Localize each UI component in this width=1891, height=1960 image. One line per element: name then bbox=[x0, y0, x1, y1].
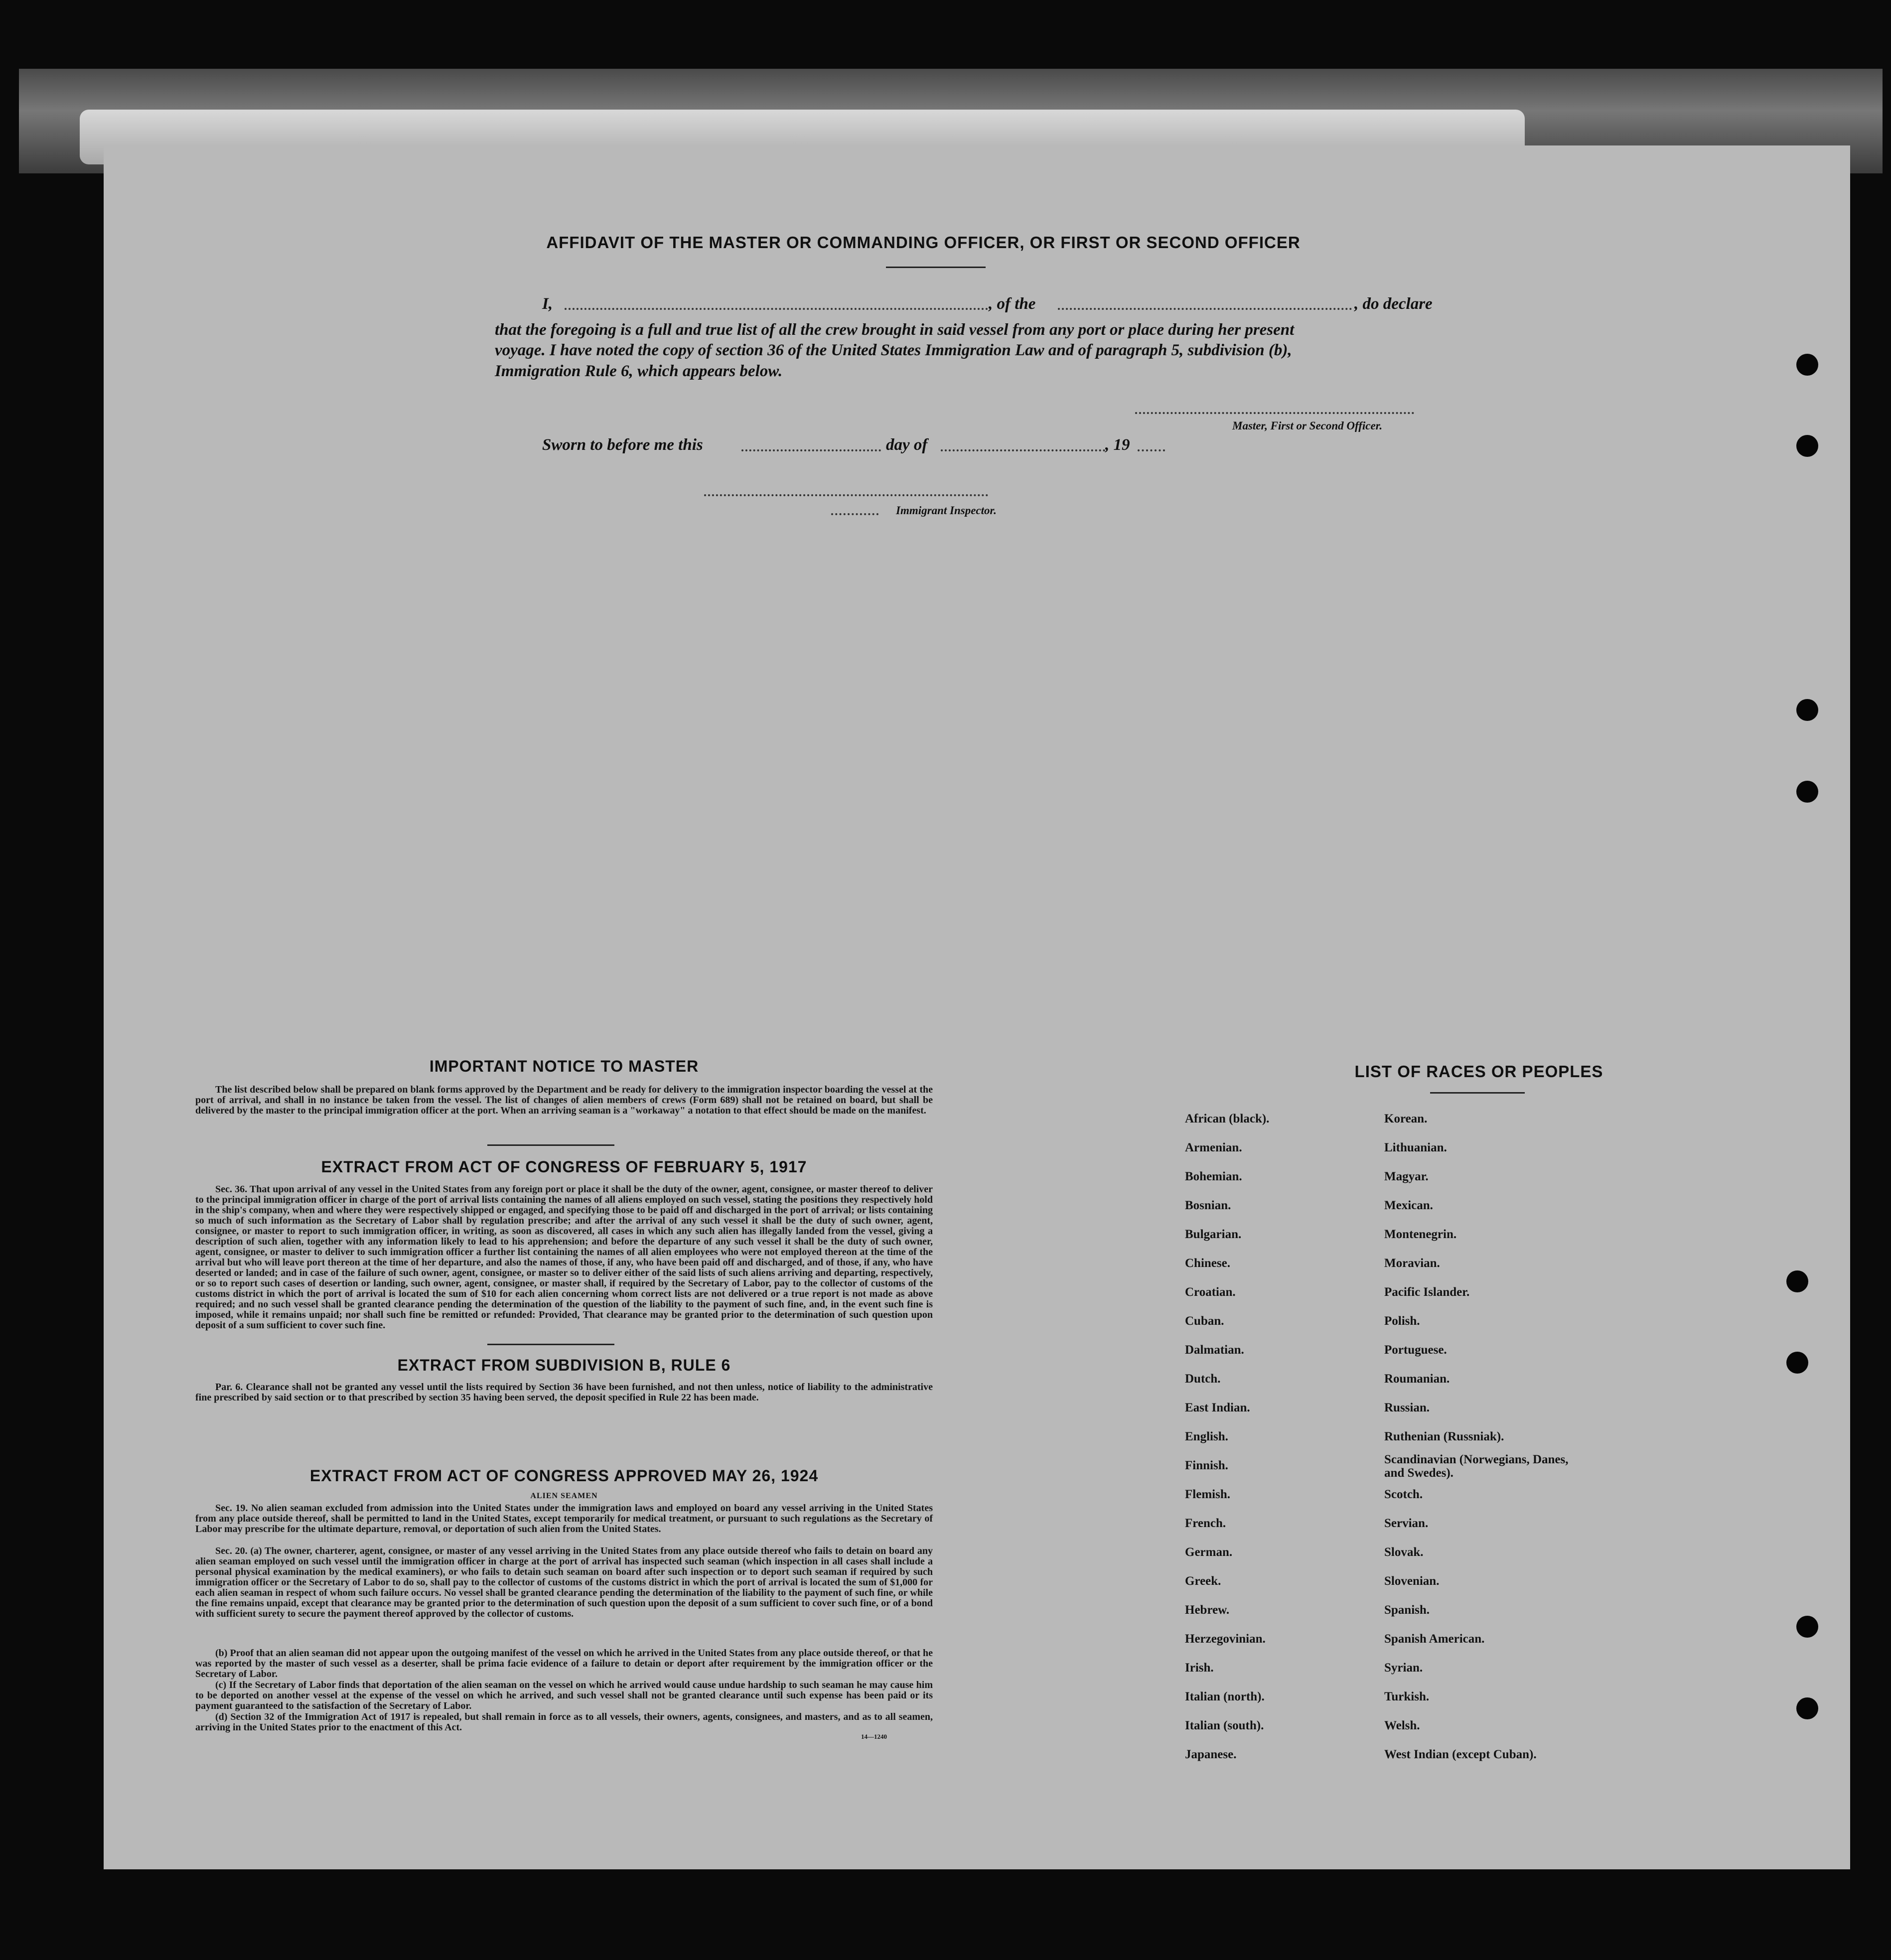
sworn-day-blank[interactable] bbox=[741, 449, 881, 451]
affidavit-title-rule bbox=[886, 267, 986, 268]
sec-19-text: Sec. 19. No alien seaman excluded from admission into the United States under the immigration laws and employed on board any vessel arriving in the United States from any place outside thereof, shall be permitted to land in the United States, except temporarily for medical treatment, or pursuant to such regulations as the Secretary of Labor may prescribe for the ultimate departure, removal, or deportation of such alien from the United States. bbox=[195, 1503, 933, 1535]
extract-1917-rule bbox=[487, 1344, 614, 1345]
race-item: Portuguese. bbox=[1384, 1343, 1447, 1357]
inspector-label: Immigrant Inspector. bbox=[896, 504, 997, 517]
affidavit-line-4: Immigration Rule 6, which appears below. bbox=[495, 362, 783, 380]
sworn-month-blank[interactable] bbox=[941, 449, 1105, 451]
race-item: Armenian. bbox=[1185, 1141, 1242, 1154]
race-item: Flemish. bbox=[1185, 1488, 1230, 1501]
inspector-signature-line[interactable] bbox=[704, 494, 988, 496]
race-item: Cuban. bbox=[1185, 1314, 1224, 1328]
vessel-blank[interactable] bbox=[1058, 308, 1352, 310]
punch-hole bbox=[1786, 1352, 1808, 1374]
race-item: Greek. bbox=[1185, 1574, 1221, 1588]
name-blank[interactable] bbox=[565, 308, 988, 310]
punch-hole bbox=[1796, 781, 1818, 803]
notice-rule bbox=[487, 1144, 614, 1146]
notice-title: IMPORTANT NOTICE TO MASTER bbox=[429, 1057, 699, 1075]
race-item: Servian. bbox=[1384, 1517, 1429, 1530]
extract-rule6-title: EXTRACT FROM SUBDIVISION B, RULE 6 bbox=[397, 1356, 731, 1374]
sec-20d-text: (d) Section 32 of the Immigration Act of 1917 is repealed, but shall remain in force as to all vessels, their owners, agents, consignees, and masters, and as to all seamen, arriving in the United States prior to the enactment of this Act. bbox=[195, 1711, 933, 1733]
sworn-label: Sworn to before me this bbox=[542, 436, 703, 454]
punch-hole bbox=[1796, 354, 1818, 376]
punch-hole bbox=[1796, 1697, 1818, 1719]
races-rule bbox=[1430, 1092, 1525, 1094]
punch-hole bbox=[1796, 435, 1818, 457]
race-item: Pacific Islander. bbox=[1384, 1285, 1470, 1299]
affidavit-of-the: , of the bbox=[989, 295, 1036, 313]
race-item: Italian (south). bbox=[1185, 1719, 1264, 1732]
race-item: French. bbox=[1185, 1517, 1226, 1530]
race-item: Scandinavian (Norwegians, Danes, and Swedes). bbox=[1384, 1453, 1569, 1480]
race-item: Croatian. bbox=[1185, 1285, 1236, 1299]
affidavit-line-3: voyage. I have noted the copy of section 36 of the United States Immigration Law and of paragraph 5, subdivision (b), bbox=[495, 341, 1292, 359]
race-item: Slovenian. bbox=[1384, 1574, 1440, 1588]
race-item: Moravian. bbox=[1384, 1257, 1440, 1270]
race-item: Roumanian. bbox=[1384, 1372, 1450, 1386]
year-label: , 19 bbox=[1105, 436, 1130, 454]
race-item: Scotch. bbox=[1384, 1488, 1423, 1501]
race-item: Herzegovinian. bbox=[1185, 1632, 1266, 1646]
race-item: West Indian (except Cuban). bbox=[1384, 1748, 1537, 1761]
race-item: Montenegrin. bbox=[1384, 1228, 1457, 1241]
extract-1924-title: EXTRACT FROM ACT OF CONGRESS APPROVED MAY 26, 1924 bbox=[309, 1467, 819, 1485]
master-signature-label: Master, First or Second Officer. bbox=[1232, 420, 1383, 432]
day-of-label: day of bbox=[886, 436, 928, 454]
race-item: Chinese. bbox=[1185, 1257, 1230, 1270]
race-item: Mexican. bbox=[1384, 1199, 1433, 1212]
extract-rule6-text: Par. 6. Clearance shall not be granted any vessel until the lists required by Section 36 have been furnished, and not then unless, notice of liability to the administrative fine prescribed by said section or to that prescribed by section 35 having been served, the deposit specified in Rule 22 has been made. bbox=[195, 1382, 933, 1403]
affidavit-title: AFFIDAVIT OF THE MASTER OR COMMANDING OFFICER, OR FIRST OR SECOND OFFICER bbox=[546, 233, 1301, 252]
race-item: East Indian. bbox=[1185, 1401, 1250, 1414]
race-item: Italian (north). bbox=[1185, 1690, 1265, 1703]
race-item: Syrian. bbox=[1384, 1661, 1423, 1675]
race-item: Ruthenian (Russniak). bbox=[1384, 1430, 1504, 1443]
sec-20c-text: (c) If the Secretary of Labor finds that deportation of the alien seaman on the vessel on which he arrived would cause undue hardship to such seaman he may cause him to be deported on another vessel at the expense of the vessel on which he arrived, and such vessel shall not be granted clearance until such expense has been paid or its payment guaranteed to the satisfaction of the Secretary of Labor. bbox=[195, 1680, 933, 1711]
year-blank[interactable] bbox=[1138, 449, 1165, 451]
sec-20b-text: (b) Proof that an alien seaman did not appear upon the outgoing manifest of the vessel on which he arrived in the United States from any place outside thereof, or that he was reported by the master of such vessel as a deserter, shall be prima facie evidence of a failure to detain or deport after requirement by the immigration officer or the Secretary of Labor. bbox=[195, 1648, 933, 1680]
sec-20a-text: Sec. 20. (a) The owner, charterer, agent, consignee, or master of any vessel arriving in the United States from any place outside thereof who fails to detain on board any alien seaman employed on such vessel until the immigration officer in charge at the port of arrival has inspected such seaman (which inspection in all cases shall include a personal physical examination by the medical examiners), or who fails to detain such seaman on board after such inspection or to deport such seaman if required by such immigration officer or the Secretary of Labor to do so, shall pay to the collector of customs of the customs district in which the port of arrival is located the sum of $1,000 for each alien seaman in respect of whom such failure occurs. No vessel shall be granted clearance pending the determination of the liability to the payment of such fine, or while the fine remains unpaid, except that clearance may be granted prior to the determination of such question upon the deposit of a sum sufficient to cover such fine, or of a bond with sufficient surety to secure the payment thereof approved by the collector of customs. bbox=[195, 1545, 933, 1619]
affidavit-i-label: I, bbox=[542, 295, 553, 313]
affidavit-do-declare: , do declare bbox=[1354, 295, 1433, 313]
race-item: German. bbox=[1185, 1545, 1233, 1559]
race-item: Finnish. bbox=[1185, 1459, 1228, 1472]
race-item: Magyar. bbox=[1384, 1170, 1429, 1183]
race-item: African (black). bbox=[1185, 1112, 1270, 1125]
race-item: Spanish. bbox=[1384, 1603, 1430, 1617]
race-item: Bosnian. bbox=[1185, 1199, 1231, 1212]
extract-1917-title: EXTRACT FROM ACT OF CONGRESS OF FEBRUARY 5, 1917 bbox=[321, 1158, 807, 1176]
document-sheet bbox=[104, 145, 1850, 1869]
race-item: Polish. bbox=[1384, 1314, 1420, 1328]
punch-hole bbox=[1796, 699, 1818, 721]
race-item: Bohemian. bbox=[1185, 1170, 1242, 1183]
inspector-prefix-line[interactable] bbox=[831, 513, 878, 515]
punch-hole bbox=[1786, 1270, 1808, 1292]
race-item: Welsh. bbox=[1384, 1719, 1420, 1732]
race-item: Irish. bbox=[1185, 1661, 1214, 1675]
race-item: Turkish. bbox=[1384, 1690, 1430, 1703]
race-item: Hebrew. bbox=[1185, 1603, 1230, 1617]
race-item: Spanish American. bbox=[1384, 1632, 1485, 1646]
races-title: LIST OF RACES OR PEOPLES bbox=[1354, 1062, 1603, 1081]
form-number: 14—1240 bbox=[861, 1733, 887, 1740]
notice-text: The list described below shall be prepared on blank forms approved by the Department and be ready for delivery to the immigration inspector boarding the vessel at the port of arrival, and shall in no instance be taken from the vessel. The list of changes of alien members of crews (Form 689) shall not be retained on board, but shall be delivered by the master to the principal immigration officer at the port. When an arriving seaman is a "workaway" a notation to that effect should be made on the manifest. bbox=[195, 1084, 933, 1116]
extract-1917-text: Sec. 36. That upon arrival of any vessel in the United States from any foreign port or place it shall be the duty of the owner, agent, consignee, or master thereof to deliver to the principal immigration officer in charge of the port of arrival lists containing the names of all aliens employed on such vessel, stating the positions they respectively hold in the ship's company, when and where they were respectively shipped or engaged, and specifying those to be paid off and discharged in the port of arrival; or lists containing so much of such information as the Secretary of Labor shall by regulation prescribe; and after the arrival of any such vessel it shall be the duty of such owner, agent, consignee, or master to report to such immigration officer, in writing, as soon as discovered, all cases in which any such alien has illegally landed from the vessel, giving a description of such alien, together with any information likely to lead to his apprehension; and before the departure of any such vessel it shall be the duty of such owner, agent, consignee, or master to deliver to such immigration officer a further list containing the names of all alien employees who were not employed thereon at the time of the arrival but who will leave port thereon at the time of her departure, and also the names of those, if any, who have been paid off and discharged, and of those, if any, who have deserted or landed; and in case of the failure of such owner, agent, consignee, or master so to deliver either of the said lists of such aliens arriving and departing, respectively, or so to report such cases of desertion or landing, such owner, agent, consignee, or master shall, if required by the Secretary of Labor, pay to the collector of customs of the customs district in which the port of arrival is located the sum of $10 for each alien concerning whom correct lists are not delivered or a true report is not made as above required; and no such vessel shall be granted clearance pending the determination of the question of the liability to the payment of such fine, and, in the event such fine is imposed, while it remains unpaid; nor shall such fine be remitted or refunded: Provided, That clearance may be granted prior to the determination of such question upon deposit of a sum sufficient to cover such fine. bbox=[195, 1184, 933, 1331]
race-item: Japanese. bbox=[1185, 1748, 1237, 1761]
punch-hole bbox=[1796, 1616, 1818, 1638]
race-item: Slovak. bbox=[1384, 1545, 1424, 1559]
race-item: Dutch. bbox=[1185, 1372, 1221, 1386]
race-item: Russian. bbox=[1384, 1401, 1430, 1414]
race-item: Bulgarian. bbox=[1185, 1228, 1242, 1241]
master-signature-line[interactable] bbox=[1135, 412, 1414, 414]
extract-1924-subtitle: ALIEN SEAMEN bbox=[530, 1492, 598, 1500]
race-item: Lithuanian. bbox=[1384, 1141, 1447, 1154]
race-item: Korean. bbox=[1384, 1112, 1428, 1125]
race-item: Dalmatian. bbox=[1185, 1343, 1244, 1357]
affidavit-line-2: that the foregoing is a full and true list of all the crew brought in said vessel from any port or place during her present bbox=[495, 321, 1295, 339]
race-item: English. bbox=[1185, 1430, 1228, 1443]
